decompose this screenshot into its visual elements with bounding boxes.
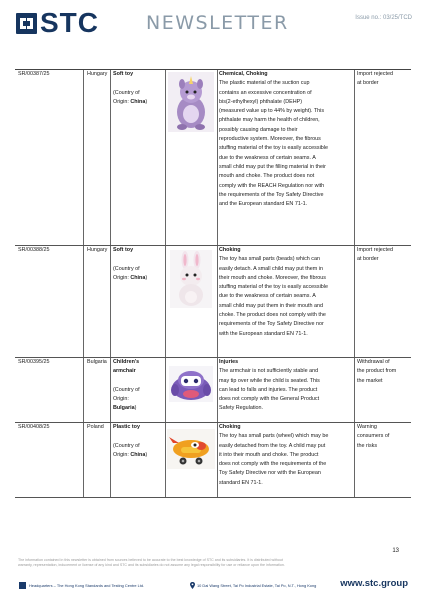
risk-line: the requirements of the Toy Safety Directive [219, 191, 324, 198]
origin-prefix: (Country of [113, 89, 140, 96]
risk-line: Toy Safety Directive nor with the European [219, 470, 321, 477]
risk-line: due to the weakness of certain seams. A [219, 293, 316, 300]
risk-line: choke. The product does not comply with the [219, 312, 326, 319]
product-name: Soft toy [113, 247, 134, 253]
origin-country: Bulgaria [113, 405, 135, 412]
risk-line: The toy has small parts (wheel) which may be [219, 433, 329, 440]
risk-line: may tip over while the child is seated. This [219, 377, 320, 384]
product-cell [113, 70, 165, 107]
logo-text: STC [40, 7, 99, 38]
origin-line: Origin: China) [113, 98, 148, 105]
measures-taken: Warning consumers of the risks [357, 424, 390, 449]
risk-type: Choking [219, 247, 241, 253]
product-image [167, 246, 227, 357]
risk-line: bis(2-ethylhexyl) phthalate (DEHP) [219, 98, 302, 105]
risk-line: due to the weakness of certain seams. A [219, 154, 316, 161]
building-icon [19, 582, 26, 589]
risk-line: The toy has small parts (beads) which can [219, 256, 320, 263]
page-number: 13 [392, 548, 399, 554]
risk-line: possibly causing damage to their [219, 126, 298, 133]
stc-logo-icon [16, 13, 37, 34]
origin-prefix: (Country of [113, 442, 140, 449]
origin-country: China [130, 98, 146, 105]
risk-line: The plastic material of the suction cup [219, 80, 310, 87]
risk-line: does not comply with the General Product [219, 396, 320, 403]
location-pin-icon [190, 582, 195, 589]
risk-line: standard EN 71-1. [219, 479, 263, 486]
measures-taken: Withdrawal of the product from the market [357, 359, 397, 384]
disclaimer: The information contained in this newsletter is obtained from sources believed to be accurate to the best knowledge of STC and its subsidiaries. It is distributed without warranty, representation, inducement or license of any kind and STC and its subsidiaries do not assume any legal responsibility for use or reliance upon the information. [18, 558, 285, 568]
notifying-country: Hungary [87, 247, 108, 253]
table-row [15, 358, 411, 423]
risk-line: with the European standard EN 71-1. [219, 330, 308, 337]
reference-number: SR/00395/25 [18, 359, 50, 365]
table-row [15, 246, 411, 358]
product-name: Soft toy [113, 71, 134, 77]
risk-line: mouth and choke. The product does not [219, 173, 315, 180]
origin-prefix: (Country of [113, 265, 140, 272]
risk-description [219, 423, 353, 488]
risk-line: requirements of the Toy Safety Directive nor [219, 321, 324, 328]
risk-line: stuffing material of the toy is easily accessible [219, 145, 328, 152]
headquarters-address: 10 Dai Wang Street, Tai Po Industrial Estate, Tai Po, N.T., Hong Kong [197, 583, 317, 588]
table-row [15, 423, 411, 498]
risk-description [219, 70, 353, 209]
product-name: Plastic toy [113, 424, 140, 430]
product-cell [113, 246, 165, 283]
headquarters-name: Headquarters – The Hong Kong Standards and Testing Centre Ltd. [29, 583, 145, 588]
plush-bunny-image [170, 250, 212, 308]
origin-country: China [130, 274, 146, 281]
risk-line: easily detached from the toy. A child may put [219, 442, 326, 449]
product-name: armchair [113, 368, 136, 375]
reference-number: SR/00408/25 [18, 424, 50, 430]
origin-line: Origin: China) [113, 274, 148, 281]
risk-line: comply with the REACH Regulation nor with [219, 182, 325, 189]
risk-line: reproductive system. Moreover, the fibrous [219, 136, 321, 143]
newsletter-header [0, 0, 425, 52]
product-image [167, 358, 227, 422]
product-name: Children's [113, 359, 140, 365]
issue-number: Issue no.: 03/25/TCD [355, 15, 412, 21]
risk-line: does not comply with the requirements of the [219, 461, 327, 468]
page-title: NEWSLETTER [146, 12, 289, 34]
origin-label: Origin: [113, 396, 129, 403]
risk-line: small child may put them in their mouth and [219, 302, 323, 309]
notifying-country: Bulgaria [87, 359, 107, 365]
table-row [15, 70, 411, 246]
origin-prefix: (Country of [113, 386, 140, 393]
risk-type: Chemical, Choking [219, 71, 268, 77]
reference-number: SR/00387/25 [18, 71, 50, 77]
product-cell [113, 423, 165, 460]
measures-taken: Import rejected at border [357, 71, 393, 87]
toy-airplane-image [167, 429, 215, 469]
risk-line: can lead to falls and injuries. The product [219, 386, 318, 393]
risk-line: Safety Regulation. [219, 405, 264, 412]
origin-line: Origin: China) [113, 451, 148, 458]
risk-line: (measured value up to 44% by weight). This [219, 108, 325, 115]
notifying-country: Hungary [87, 71, 108, 77]
risk-line: contains an excessive concentration of [219, 89, 312, 96]
risk-description [219, 246, 353, 339]
risk-line: it into their mouth and choke. The product [219, 451, 319, 458]
measures-taken: Import rejected at border [357, 247, 393, 263]
product-alert-table [15, 69, 411, 498]
risk-line: and the European standard EN 71-1. [219, 201, 308, 208]
product-image [167, 423, 227, 497]
risk-line: easily detach. A small child may put them in [219, 265, 323, 272]
risk-description [219, 358, 353, 414]
risk-line: stuffing material of the toy is easily accessible [219, 284, 328, 291]
risk-type: Choking [219, 424, 241, 430]
risk-line: small child may put the filling material in their [219, 163, 326, 170]
origin-line: Bulgaria) [113, 405, 137, 412]
reference-number: SR/00388/25 [18, 247, 50, 253]
risk-line: The armchair is not sufficiently stable and [219, 368, 319, 375]
website-link[interactable]: www.stc.group [340, 578, 408, 589]
plush-unicorn-image [168, 72, 214, 132]
product-image [167, 70, 227, 245]
risk-line: phthalate may harm the health of children, [219, 117, 320, 124]
risk-type: Injuries [219, 359, 239, 365]
risk-line: their mouth and choke. Moreover, the fibrous [219, 274, 326, 281]
character-armchair-image [169, 366, 213, 402]
notifying-country: Poland [87, 424, 104, 430]
product-cell [113, 358, 165, 414]
origin-country: China [130, 451, 146, 458]
